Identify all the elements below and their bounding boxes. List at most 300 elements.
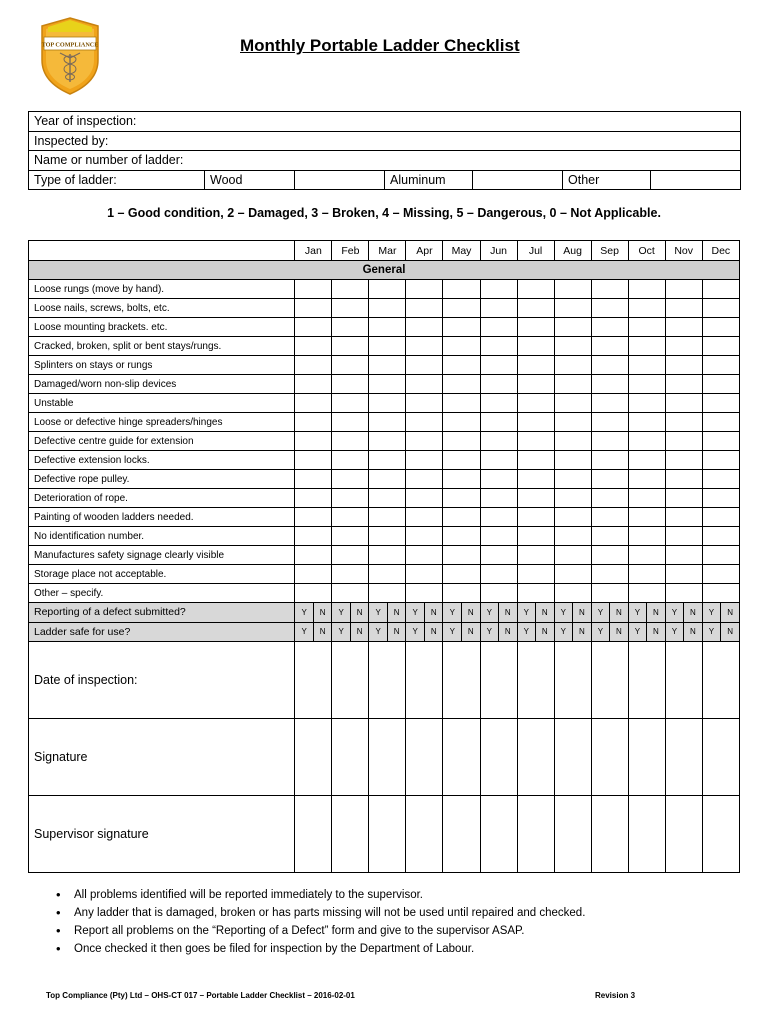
rating-cell-apr[interactable] <box>406 565 443 584</box>
rating-cell-may[interactable] <box>443 470 480 489</box>
rating-cell-jul[interactable] <box>517 356 554 375</box>
rating-cell-dec[interactable] <box>702 546 739 565</box>
rating-cell-jul[interactable] <box>517 375 554 394</box>
signoff-cell-oct[interactable] <box>628 719 665 796</box>
rating-cell-may[interactable] <box>443 527 480 546</box>
rating-cell-mar[interactable] <box>369 527 406 546</box>
signoff-cell-oct[interactable] <box>628 642 665 719</box>
yes-option-sep[interactable]: Y <box>591 622 610 642</box>
rating-cell-aug[interactable] <box>554 527 591 546</box>
rating-cell-feb[interactable] <box>332 375 369 394</box>
rating-cell-may[interactable] <box>443 546 480 565</box>
signoff-cell-jan[interactable] <box>295 796 332 873</box>
rating-cell-jan[interactable] <box>295 318 332 337</box>
rating-cell-feb[interactable] <box>332 394 369 413</box>
yes-option-dec[interactable]: Y <box>702 603 721 623</box>
rating-cell-sep[interactable] <box>591 508 628 527</box>
no-option-dec[interactable]: N <box>721 622 740 642</box>
yes-option-nov[interactable]: Y <box>665 603 684 623</box>
signoff-cell-jun[interactable] <box>480 719 517 796</box>
rating-cell-mar[interactable] <box>369 584 406 603</box>
rating-cell-mar[interactable] <box>369 394 406 413</box>
signoff-cell-sep[interactable] <box>591 796 628 873</box>
rating-cell-oct[interactable] <box>628 565 665 584</box>
no-option-oct[interactable]: N <box>647 603 666 623</box>
no-option-aug[interactable]: N <box>573 603 592 623</box>
rating-cell-may[interactable] <box>443 280 480 299</box>
yes-option-jan[interactable]: Y <box>295 603 314 623</box>
rating-cell-aug[interactable] <box>554 318 591 337</box>
rating-cell-dec[interactable] <box>702 584 739 603</box>
rating-cell-jan[interactable] <box>295 280 332 299</box>
rating-cell-sep[interactable] <box>591 280 628 299</box>
no-option-apr[interactable]: N <box>424 622 443 642</box>
rating-cell-dec[interactable] <box>702 451 739 470</box>
rating-cell-jun[interactable] <box>480 470 517 489</box>
rating-cell-jan[interactable] <box>295 413 332 432</box>
yes-option-jul[interactable]: Y <box>517 603 536 623</box>
no-option-sep[interactable]: N <box>610 603 629 623</box>
rating-cell-nov[interactable] <box>665 432 702 451</box>
rating-cell-aug[interactable] <box>554 299 591 318</box>
rating-cell-jul[interactable] <box>517 413 554 432</box>
rating-cell-jun[interactable] <box>480 432 517 451</box>
rating-cell-jan[interactable] <box>295 394 332 413</box>
rating-cell-jan[interactable] <box>295 337 332 356</box>
rating-cell-jan[interactable] <box>295 508 332 527</box>
signoff-cell-jul[interactable] <box>517 719 554 796</box>
rating-cell-jan[interactable] <box>295 527 332 546</box>
rating-cell-sep[interactable] <box>591 451 628 470</box>
rating-cell-jul[interactable] <box>517 394 554 413</box>
rating-cell-jun[interactable] <box>480 299 517 318</box>
rating-cell-feb[interactable] <box>332 356 369 375</box>
signoff-cell-apr[interactable] <box>406 796 443 873</box>
signoff-cell-mar[interactable] <box>369 796 406 873</box>
signoff-cell-dec[interactable] <box>702 642 739 719</box>
no-option-sep[interactable]: N <box>610 622 629 642</box>
rating-cell-nov[interactable] <box>665 508 702 527</box>
signoff-cell-nov[interactable] <box>665 642 702 719</box>
rating-cell-feb[interactable] <box>332 527 369 546</box>
rating-cell-jun[interactable] <box>480 375 517 394</box>
yes-option-mar[interactable]: Y <box>369 603 388 623</box>
rating-cell-mar[interactable] <box>369 318 406 337</box>
rating-cell-sep[interactable] <box>591 337 628 356</box>
no-option-jul[interactable]: N <box>536 603 555 623</box>
no-option-nov[interactable]: N <box>684 622 703 642</box>
rating-cell-jul[interactable] <box>517 299 554 318</box>
rating-cell-feb[interactable] <box>332 451 369 470</box>
rating-cell-mar[interactable] <box>369 375 406 394</box>
rating-cell-aug[interactable] <box>554 375 591 394</box>
rating-cell-oct[interactable] <box>628 375 665 394</box>
yes-option-oct[interactable]: Y <box>628 603 647 623</box>
rating-cell-mar[interactable] <box>369 508 406 527</box>
rating-cell-feb[interactable] <box>332 565 369 584</box>
rating-cell-dec[interactable] <box>702 413 739 432</box>
rating-cell-dec[interactable] <box>702 375 739 394</box>
signoff-cell-nov[interactable] <box>665 796 702 873</box>
rating-cell-nov[interactable] <box>665 546 702 565</box>
rating-cell-apr[interactable] <box>406 337 443 356</box>
yes-option-nov[interactable]: Y <box>665 622 684 642</box>
yes-option-oct[interactable]: Y <box>628 622 647 642</box>
rating-cell-may[interactable] <box>443 394 480 413</box>
rating-cell-aug[interactable] <box>554 565 591 584</box>
yes-option-mar[interactable]: Y <box>369 622 388 642</box>
signoff-cell-nov[interactable] <box>665 719 702 796</box>
rating-cell-jun[interactable] <box>480 413 517 432</box>
year-of-inspection-field[interactable] <box>29 112 741 132</box>
rating-cell-oct[interactable] <box>628 394 665 413</box>
rating-cell-jun[interactable] <box>480 489 517 508</box>
rating-cell-feb[interactable] <box>332 337 369 356</box>
no-option-may[interactable]: N <box>462 622 481 642</box>
rating-cell-apr[interactable] <box>406 527 443 546</box>
rating-cell-may[interactable] <box>443 356 480 375</box>
rating-cell-mar[interactable] <box>369 489 406 508</box>
rating-cell-nov[interactable] <box>665 299 702 318</box>
rating-cell-may[interactable] <box>443 337 480 356</box>
rating-cell-jul[interactable] <box>517 432 554 451</box>
rating-cell-nov[interactable] <box>665 565 702 584</box>
rating-cell-jun[interactable] <box>480 546 517 565</box>
rating-cell-jan[interactable] <box>295 470 332 489</box>
rating-cell-feb[interactable] <box>332 546 369 565</box>
yes-option-jan[interactable]: Y <box>295 622 314 642</box>
rating-cell-mar[interactable] <box>369 565 406 584</box>
rating-cell-nov[interactable] <box>665 375 702 394</box>
rating-cell-feb[interactable] <box>332 584 369 603</box>
signoff-cell-jul[interactable] <box>517 796 554 873</box>
rating-cell-oct[interactable] <box>628 584 665 603</box>
rating-cell-sep[interactable] <box>591 470 628 489</box>
rating-cell-jan[interactable] <box>295 432 332 451</box>
checklist-item-label: Defective centre guide for extension <box>29 432 295 451</box>
yes-option-dec[interactable]: Y <box>702 622 721 642</box>
no-option-apr[interactable]: N <box>424 603 443 623</box>
rating-cell-apr[interactable] <box>406 299 443 318</box>
signoff-cell-dec[interactable] <box>702 719 739 796</box>
signoff-cell-mar[interactable] <box>369 642 406 719</box>
rating-cell-dec[interactable] <box>702 470 739 489</box>
rating-cell-oct[interactable] <box>628 527 665 546</box>
rating-cell-jun[interactable] <box>480 584 517 603</box>
rating-cell-mar[interactable] <box>369 470 406 489</box>
rating-cell-feb[interactable] <box>332 489 369 508</box>
rating-cell-may[interactable] <box>443 565 480 584</box>
rating-cell-may[interactable] <box>443 508 480 527</box>
rating-cell-feb[interactable] <box>332 299 369 318</box>
rating-cell-aug[interactable] <box>554 394 591 413</box>
yes-option-sep[interactable]: Y <box>591 603 610 623</box>
signoff-cell-aug[interactable] <box>554 796 591 873</box>
yes-option-may[interactable]: Y <box>443 603 462 623</box>
footer-document-info: Top Compliance (Pty) Ltd – OHS-CT 017 – Portable Ladder Checklist – 2016-02-01 <box>46 991 355 1000</box>
rating-cell-oct[interactable] <box>628 337 665 356</box>
no-option-aug[interactable]: N <box>573 622 592 642</box>
rating-cell-jul[interactable] <box>517 527 554 546</box>
rating-cell-dec[interactable] <box>702 299 739 318</box>
signoff-cell-sep[interactable] <box>591 719 628 796</box>
rating-cell-nov[interactable] <box>665 280 702 299</box>
checklist-item-row <box>29 280 740 299</box>
rating-cell-apr[interactable] <box>406 375 443 394</box>
rating-cell-mar[interactable] <box>369 413 406 432</box>
yes-option-aug[interactable]: Y <box>554 622 573 642</box>
rating-cell-nov[interactable] <box>665 356 702 375</box>
signoff-cell-aug[interactable] <box>554 642 591 719</box>
signoff-cell-may[interactable] <box>443 796 480 873</box>
rating-cell-apr[interactable] <box>406 489 443 508</box>
rating-cell-apr[interactable] <box>406 470 443 489</box>
rating-cell-dec[interactable] <box>702 432 739 451</box>
no-option-feb[interactable]: N <box>350 603 369 623</box>
rating-cell-apr[interactable] <box>406 318 443 337</box>
signoff-cell-dec[interactable] <box>702 796 739 873</box>
rating-cell-mar[interactable] <box>369 280 406 299</box>
rating-cell-aug[interactable] <box>554 432 591 451</box>
rating-cell-nov[interactable] <box>665 337 702 356</box>
rating-cell-jun[interactable] <box>480 394 517 413</box>
rating-cell-may[interactable] <box>443 318 480 337</box>
no-option-feb[interactable]: N <box>350 622 369 642</box>
rating-cell-aug[interactable] <box>554 337 591 356</box>
yes-option-feb[interactable]: Y <box>332 603 351 623</box>
rating-cell-oct[interactable] <box>628 432 665 451</box>
rating-cell-dec[interactable] <box>702 394 739 413</box>
rating-cell-aug[interactable] <box>554 508 591 527</box>
rating-cell-sep[interactable] <box>591 413 628 432</box>
rating-cell-jun[interactable] <box>480 451 517 470</box>
rating-cell-sep[interactable] <box>591 394 628 413</box>
rating-cell-jul[interactable] <box>517 565 554 584</box>
rating-cell-sep[interactable] <box>591 546 628 565</box>
rating-cell-jun[interactable] <box>480 508 517 527</box>
rating-cell-mar[interactable] <box>369 299 406 318</box>
rating-cell-apr[interactable] <box>406 413 443 432</box>
signoff-cell-feb[interactable] <box>332 642 369 719</box>
rating-cell-dec[interactable] <box>702 318 739 337</box>
rating-cell-apr[interactable] <box>406 508 443 527</box>
rating-cell-oct[interactable] <box>628 318 665 337</box>
rating-cell-mar[interactable] <box>369 546 406 565</box>
yes-option-apr[interactable]: Y <box>406 622 425 642</box>
rating-cell-oct[interactable] <box>628 546 665 565</box>
rating-cell-sep[interactable] <box>591 318 628 337</box>
rating-cell-sep[interactable] <box>591 489 628 508</box>
type-checkbox-other[interactable] <box>651 170 741 190</box>
rating-cell-dec[interactable] <box>702 489 739 508</box>
rating-cell-aug[interactable] <box>554 470 591 489</box>
rating-cell-jul[interactable] <box>517 318 554 337</box>
rating-cell-sep[interactable] <box>591 432 628 451</box>
rating-cell-may[interactable] <box>443 375 480 394</box>
rating-cell-feb[interactable] <box>332 280 369 299</box>
rating-cell-jul[interactable] <box>517 280 554 299</box>
rating-cell-nov[interactable] <box>665 394 702 413</box>
rating-cell-mar[interactable] <box>369 337 406 356</box>
ladder-name-field[interactable] <box>29 151 741 171</box>
yes-option-aug[interactable]: Y <box>554 603 573 623</box>
rating-cell-jul[interactable] <box>517 584 554 603</box>
rating-cell-jan[interactable] <box>295 299 332 318</box>
rating-cell-jan[interactable] <box>295 489 332 508</box>
rating-cell-sep[interactable] <box>591 299 628 318</box>
no-option-oct[interactable]: N <box>647 622 666 642</box>
rating-cell-oct[interactable] <box>628 451 665 470</box>
rating-cell-feb[interactable] <box>332 470 369 489</box>
signoff-cell-may[interactable] <box>443 642 480 719</box>
rating-cell-oct[interactable] <box>628 508 665 527</box>
signoff-cell-feb[interactable] <box>332 796 369 873</box>
rating-cell-nov[interactable] <box>665 527 702 546</box>
rating-cell-sep[interactable] <box>591 565 628 584</box>
rating-cell-dec[interactable] <box>702 280 739 299</box>
no-option-jan[interactable]: N <box>313 622 332 642</box>
rating-cell-jun[interactable] <box>480 337 517 356</box>
rating-cell-nov[interactable] <box>665 451 702 470</box>
rating-cell-feb[interactable] <box>332 413 369 432</box>
rating-cell-oct[interactable] <box>628 356 665 375</box>
rating-cell-jul[interactable] <box>517 489 554 508</box>
yes-option-jun[interactable]: Y <box>480 622 499 642</box>
signoff-cell-mar[interactable] <box>369 719 406 796</box>
rating-cell-mar[interactable] <box>369 451 406 470</box>
no-option-nov[interactable]: N <box>684 603 703 623</box>
signoff-cell-apr[interactable] <box>406 719 443 796</box>
rating-cell-mar[interactable] <box>369 432 406 451</box>
rating-cell-apr[interactable] <box>406 280 443 299</box>
rating-cell-apr[interactable] <box>406 451 443 470</box>
rating-cell-nov[interactable] <box>665 413 702 432</box>
type-checkbox-wood[interactable] <box>295 170 385 190</box>
signoff-cell-aug[interactable] <box>554 719 591 796</box>
checklist-item-label: Manufactures safety signage clearly visible <box>29 546 295 565</box>
rating-cell-jan[interactable] <box>295 546 332 565</box>
rating-cell-oct[interactable] <box>628 489 665 508</box>
signoff-cell-feb[interactable] <box>332 719 369 796</box>
rating-cell-oct[interactable] <box>628 413 665 432</box>
rating-cell-apr[interactable] <box>406 356 443 375</box>
rating-cell-apr[interactable] <box>406 546 443 565</box>
rating-cell-dec[interactable] <box>702 337 739 356</box>
rating-cell-jun[interactable] <box>480 527 517 546</box>
no-option-may[interactable]: N <box>462 603 481 623</box>
rating-cell-jan[interactable] <box>295 375 332 394</box>
rating-cell-jan[interactable] <box>295 565 332 584</box>
rating-cell-dec[interactable] <box>702 527 739 546</box>
no-option-dec[interactable]: N <box>721 603 740 623</box>
yes-no-question: Ladder safe for use? <box>29 622 295 642</box>
signoff-cell-jul[interactable] <box>517 642 554 719</box>
rating-cell-jul[interactable] <box>517 337 554 356</box>
no-option-mar[interactable]: N <box>387 603 406 623</box>
signoff-cell-jan[interactable] <box>295 642 332 719</box>
rating-cell-feb[interactable] <box>332 508 369 527</box>
signoff-cell-may[interactable] <box>443 719 480 796</box>
signoff-cell-apr[interactable] <box>406 642 443 719</box>
rating-cell-jun[interactable] <box>480 356 517 375</box>
rating-cell-sep[interactable] <box>591 527 628 546</box>
signoff-cell-oct[interactable] <box>628 796 665 873</box>
rating-cell-nov[interactable] <box>665 318 702 337</box>
rating-cell-jul[interactable] <box>517 451 554 470</box>
rating-cell-sep[interactable] <box>591 375 628 394</box>
no-option-jun[interactable]: N <box>499 603 518 623</box>
signoff-cell-jun[interactable] <box>480 642 517 719</box>
rating-cell-dec[interactable] <box>702 508 739 527</box>
rating-cell-aug[interactable] <box>554 280 591 299</box>
rating-cell-nov[interactable] <box>665 489 702 508</box>
yes-option-apr[interactable]: Y <box>406 603 425 623</box>
rating-cell-nov[interactable] <box>665 470 702 489</box>
no-option-jun[interactable]: N <box>499 622 518 642</box>
no-option-jan[interactable]: N <box>313 603 332 623</box>
rating-cell-aug[interactable] <box>554 546 591 565</box>
month-header-jan: Jan <box>295 241 332 261</box>
rating-cell-apr[interactable] <box>406 394 443 413</box>
rating-cell-oct[interactable] <box>628 470 665 489</box>
rating-cell-aug[interactable] <box>554 489 591 508</box>
yes-option-jul[interactable]: Y <box>517 622 536 642</box>
signoff-cell-jun[interactable] <box>480 796 517 873</box>
rating-cell-aug[interactable] <box>554 451 591 470</box>
signoff-cell-sep[interactable] <box>591 642 628 719</box>
rating-cell-aug[interactable] <box>554 356 591 375</box>
no-option-jul[interactable]: N <box>536 622 555 642</box>
rating-cell-apr[interactable] <box>406 432 443 451</box>
rating-cell-nov[interactable] <box>665 584 702 603</box>
rating-cell-mar[interactable] <box>369 356 406 375</box>
signoff-cell-jan[interactable] <box>295 719 332 796</box>
rating-cell-jan[interactable] <box>295 584 332 603</box>
rating-cell-feb[interactable] <box>332 318 369 337</box>
rating-cell-oct[interactable] <box>628 299 665 318</box>
rating-cell-may[interactable] <box>443 489 480 508</box>
rating-cell-dec[interactable] <box>702 565 739 584</box>
rating-cell-may[interactable] <box>443 432 480 451</box>
rating-cell-jan[interactable] <box>295 356 332 375</box>
rating-cell-sep[interactable] <box>591 584 628 603</box>
rating-cell-oct[interactable] <box>628 280 665 299</box>
rating-cell-aug[interactable] <box>554 413 591 432</box>
rating-cell-may[interactable] <box>443 584 480 603</box>
rating-cell-jul[interactable] <box>517 508 554 527</box>
rating-cell-apr[interactable] <box>406 584 443 603</box>
rating-cell-sep[interactable] <box>591 356 628 375</box>
rating-cell-dec[interactable] <box>702 356 739 375</box>
rating-cell-jul[interactable] <box>517 546 554 565</box>
yes-option-may[interactable]: Y <box>443 622 462 642</box>
rating-cell-jun[interactable] <box>480 318 517 337</box>
rating-cell-jun[interactable] <box>480 565 517 584</box>
no-option-mar[interactable]: N <box>387 622 406 642</box>
yes-option-jun[interactable]: Y <box>480 603 499 623</box>
rating-cell-jan[interactable] <box>295 451 332 470</box>
rating-cell-jun[interactable] <box>480 280 517 299</box>
inspected-by-field[interactable] <box>29 131 741 151</box>
rating-cell-may[interactable] <box>443 451 480 470</box>
rating-cell-aug[interactable] <box>554 584 591 603</box>
rating-cell-feb[interactable] <box>332 432 369 451</box>
rating-cell-may[interactable] <box>443 413 480 432</box>
yes-option-feb[interactable]: Y <box>332 622 351 642</box>
type-checkbox-aluminum[interactable] <box>473 170 563 190</box>
rating-cell-may[interactable] <box>443 299 480 318</box>
rating-cell-jul[interactable] <box>517 470 554 489</box>
